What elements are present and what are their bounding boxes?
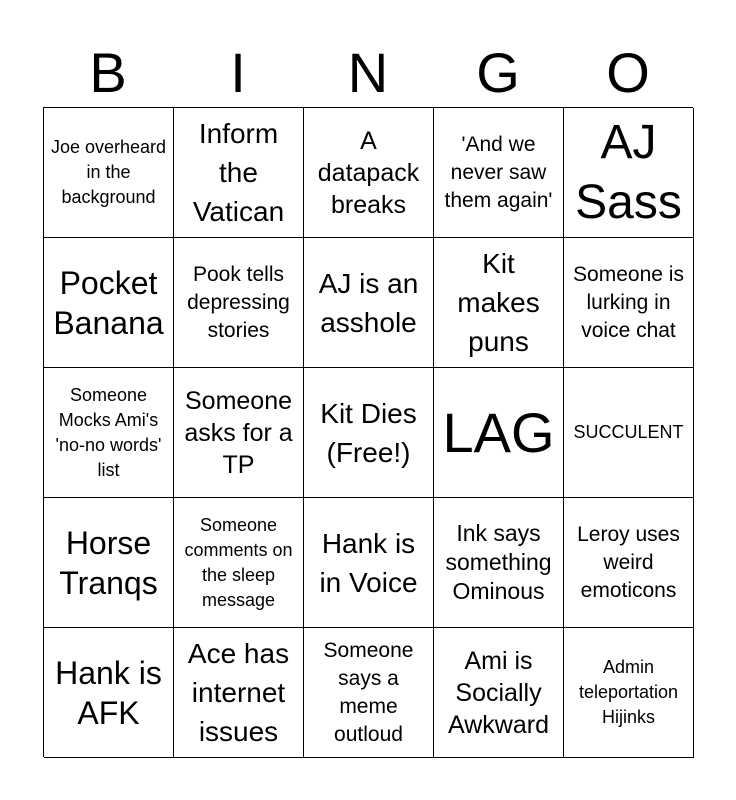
bingo-cell[interactable] [564,238,694,368]
cell-text: Horse Tranqs [59,524,158,601]
header-letter-g: G [476,41,520,104]
bingo-cell[interactable] [304,628,434,758]
bingo-cell[interactable] [564,628,694,758]
bingo-cell[interactable] [304,368,434,498]
cell-text: Joe overheard in the background [50,137,167,207]
bingo-grid [43,107,693,757]
cell-text: A datapack breaks [317,126,420,219]
bingo-cell[interactable] [564,108,694,238]
cell-text: Kit Dies (Free!) [320,397,417,468]
bingo-cell[interactable] [174,498,304,628]
bingo-cell[interactable] [174,368,304,498]
header-letter-b: B [89,41,127,104]
header-letter-n: N [347,41,389,104]
bingo-cell[interactable] [434,238,564,368]
bingo-cell[interactable] [44,108,174,238]
cell-text: Ace has internet issues [187,638,290,747]
bingo-cell[interactable] [304,238,434,368]
cell-text: Admin teleportation Hijinks [578,657,679,727]
cell-text: AJ is an asshole [318,267,419,338]
cell-text: Inform the Vatican [192,118,285,227]
bingo-cell[interactable] [174,628,304,758]
cell-text: Leroy uses weird emoticons [577,522,680,602]
bingo-cell[interactable] [174,108,304,238]
cell-text: Someone is lurking in voice chat [573,262,684,342]
bingo-cell-free[interactable] [434,368,564,498]
bingo-cell[interactable] [44,498,174,628]
cell-text: Pocket Banana [53,264,164,341]
cell-text: Ami is Socially Awkward [448,646,549,739]
header-letter-o: O [606,41,650,104]
bingo-cell[interactable] [564,498,694,628]
cell-text: Hank is AFK [55,654,162,731]
cell-text: SUCCULENT [573,422,684,442]
cell-text: Kit makes puns [457,248,540,357]
cell-text: Someone asks for a TP [184,386,293,479]
bingo-cell[interactable] [174,238,304,368]
bingo-cell[interactable] [304,498,434,628]
bingo-cell[interactable] [434,628,564,758]
bingo-cell[interactable] [44,628,174,758]
cell-text: Pook tells depressing stories [187,262,290,342]
bingo-cell[interactable] [564,368,694,498]
bingo-cell[interactable] [434,108,564,238]
cell-text: Someone comments on the sleep message [184,514,293,610]
cell-text: Someone Mocks Ami's 'no-no words' list [55,384,162,480]
bingo-header [43,38,693,108]
cell-text: LAG [442,400,555,464]
cell-text: Someone says a meme outloud [323,638,414,746]
bingo-cell[interactable] [434,498,564,628]
bingo-cell[interactable] [44,238,174,368]
header-letter-i: I [230,41,246,104]
cell-text: Hank is in Voice [319,527,418,598]
cell-text: Ink says something Ominous [445,520,552,604]
bingo-cell[interactable] [44,368,174,498]
cell-text: 'And we never saw them again' [444,132,553,212]
cell-text: AJ Sass [575,115,682,229]
bingo-cell[interactable] [304,108,434,238]
